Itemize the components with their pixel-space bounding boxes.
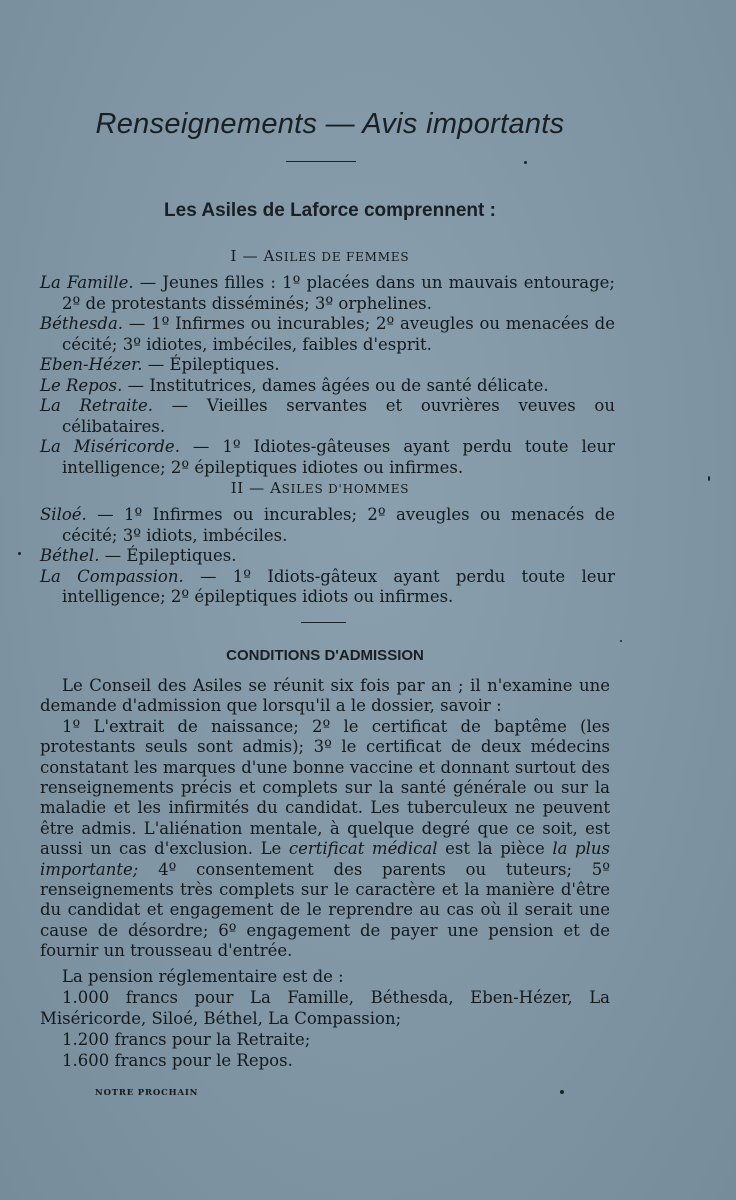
asylum-name: La Famille. <box>40 273 134 292</box>
asylum-description: — Vieilles servantes et ouvrières veuves ou célibataires. <box>62 396 615 436</box>
asylum-description: — 1º Infirmes ou incurables; 2º aveugles ou menacés de cécité; 3º idiots, imbéciles. <box>62 505 615 545</box>
asylum-description: — Épileptiques. <box>142 355 280 374</box>
section-heading-rest: SILES D'HOMMES <box>281 482 410 496</box>
list-item <box>40 376 615 397</box>
list-item <box>40 546 615 567</box>
asylum-name: La Retraite. <box>40 396 153 415</box>
asylum-name: Siloé. <box>40 505 87 524</box>
list-item <box>40 437 615 478</box>
asylum-name: Béthesda. <box>40 314 124 333</box>
section-heading-men <box>0 479 640 497</box>
section-heading-initial: A <box>270 479 282 497</box>
list-item <box>40 355 615 376</box>
conditions-paragraph-requirements <box>40 717 610 962</box>
pension-line: 1.000 francs pour La Famille, Béthesda, Eben-Hézer, La Miséricorde, Siloé, Béthel, La Compassion; <box>40 988 610 1028</box>
list-item <box>40 567 615 608</box>
list-item <box>40 396 615 437</box>
section-heading-initial: A <box>263 247 275 265</box>
requirements-text: 1º L'extrait de naissance; 2º le certificat de baptême (les protestants seuls sont admis); 3º le certificat de deux médecins constatant les marques d'une bonne vaccine et donnant surtout des renseignements précis et complets sur la santé générale ou sur la maladie et les infirmités du candidat. Les tuberculeux ne peuvent être admis. L'aliénation mentale, à quelque degré que ce soit, est aussi un cas d'exclusion. Le <box>40 716 610 859</box>
section-dash: — <box>242 247 259 265</box>
asylum-description: — Institutrices, dames âgées ou de santé délicate. <box>122 375 549 395</box>
pension-line: 1.200 francs pour la Retraite; <box>62 1030 311 1049</box>
section-heading-rest: SILES DE FEMMES <box>274 250 410 264</box>
asylum-description: — Épileptiques. <box>99 546 237 565</box>
asylum-name: Le Repos. <box>40 375 123 395</box>
section-numeral: I <box>230 247 238 265</box>
requirements-text: 4º consentement des parents ou tuteurs; 5º renseignements très complets sur le caractère et la manière d'être du candidat et engagement de le reprendre au cas où il serait une cause de désordre; 6º engagement de payer une pension et de fournir un trousseau d'entrée. <box>40 859 610 961</box>
women-asylum-list <box>40 273 615 478</box>
asylum-description: — 1º Infirmes ou incurables; 2º aveugles ou menacées de cécité; 3º idiotes, imbéciles, faibles d'esprit. <box>62 314 615 354</box>
pension-section <box>40 966 610 1071</box>
section-heading-women <box>0 247 640 265</box>
conditions-heading: CONDITIONS D'ADMISSION <box>226 647 424 664</box>
asylum-name: Béthel. <box>40 546 100 565</box>
pension-line: 1.600 francs pour le Repos. <box>62 1051 293 1070</box>
section-divider <box>301 622 346 623</box>
running-footer: NOTRE PROCHAIN <box>95 1088 199 1098</box>
paper-speck <box>18 552 21 555</box>
conditions-body <box>40 676 610 962</box>
emphasis-text: la plus importante; <box>40 839 610 879</box>
page-title: Renseignements — Avis importants <box>95 108 565 140</box>
title-divider <box>286 161 356 162</box>
conditions-paragraph-intro: Le Conseil des Asiles se réunit six fois par an ; il n'examine une demande d'admission que lorsqu'il a le dossier, savoir : <box>40 676 610 716</box>
paper-speck <box>560 1090 564 1094</box>
asylum-description: — 1º Idiots-gâteux ayant perdu toute leur intelligence; 2º épileptiques idiots ou infirmes. <box>62 566 615 606</box>
list-item <box>40 314 615 355</box>
asylum-name: La Compassion. <box>40 566 184 586</box>
requirements-text: est la pièce <box>437 839 553 859</box>
asylum-name: Eben-Hézer. <box>40 355 143 374</box>
emphasis-text: certificat médical <box>288 839 438 859</box>
asylum-description: — 1º Idiotes-gâteuses ayant perdu toute leur intelligence; 2º épileptiques idiotes ou infirmes. <box>62 437 615 477</box>
list-item <box>40 505 615 546</box>
paper-speck <box>524 161 527 164</box>
pension-intro: La pension réglementaire est de : <box>62 967 344 986</box>
men-asylum-list <box>40 505 615 608</box>
asylum-description: — Jeunes filles : 1º placées dans un mauvais entourage; 2º de protestants disséminés; 3º orphelines. <box>62 273 615 313</box>
section-dash: — <box>249 479 265 497</box>
paper-speck <box>708 476 710 481</box>
paper-speck <box>620 640 622 642</box>
list-item <box>40 273 615 314</box>
asylum-name: La Miséricorde. <box>40 437 180 456</box>
section-numeral: II <box>230 479 244 497</box>
subtitle: Les Asiles de Laforce comprennent : <box>164 200 496 221</box>
